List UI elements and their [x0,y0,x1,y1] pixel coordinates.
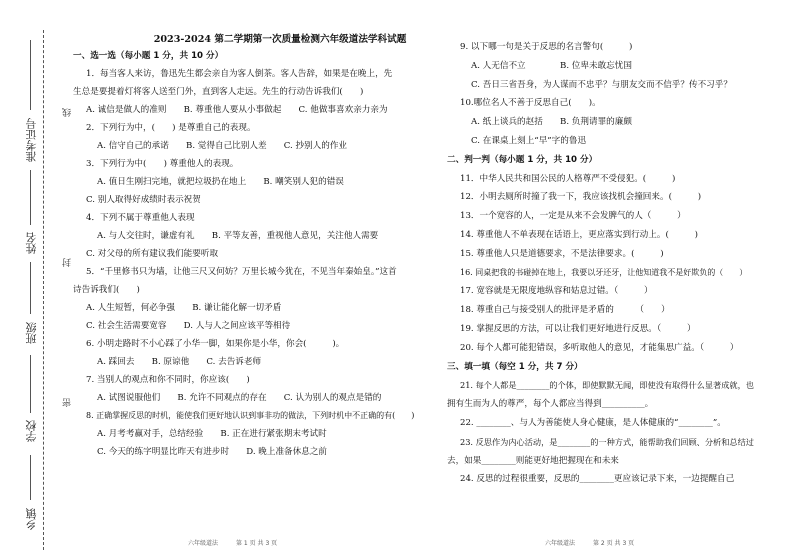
judgement-item: 20. 每个人都可能犯错误，多听取他人的意见，才能集思广益。（ ） [460,342,739,353]
fill-item: 拥有生而为人的尊严，每个人都应当得到__________。 [447,399,654,410]
class-label: 班级 [25,322,38,344]
judgement-item: 19. 掌握反思的方法，可以让我们更好地进行反思。（ ） [460,323,696,334]
answer-options: A. 与人交往时，谦虚有礼 B. 平等友善，重视他人意见，关注他人需要 [97,231,379,241]
fill-item: 去，如果________则能更好地把握现在和未来 [447,455,619,466]
answer-options: C. 对父母的所有建议我们能要听取 [86,249,219,259]
question-text: 3．下列行为中( ) 尊重他人的表现。 [86,159,239,169]
question-text: 生总是要提着灯将客人送至门外，直到客人走远。先生的行动告诉我们( ) [73,87,364,97]
town-label: 乡镇 [25,508,38,530]
right-column [447,38,787,489]
left-column [73,47,428,461]
answer-options: A. 月考考赢对手，总结经验 B. 正在进行紧张期末考试时 [97,429,327,439]
answer-options: A. 踩回去 B. 原谅他 C. 去告诉老师 [97,357,262,367]
town-line [30,455,31,500]
fill-item: 24. 反思的过程很重要，反思的________更应该记录下来，一边提醒自己 [460,474,735,485]
name-line [30,170,31,225]
page-footer-right: 六年级道法 第 2 页 共 3 页 [545,540,635,547]
judgement-item: 13．一个宽容的人，一定是从来不会发脾气的人（ ） [460,211,686,222]
name-label: 姓名 [25,232,38,254]
question-text: 1．每当客人来访，鲁迅先生都会亲自为客人倒茶。客人告辞，如果是在晚上，先 [86,69,393,79]
answer-options: A. 诚信是做人的准则 B. 尊重他人要从小事做起 C. 他做事喜欢亲力亲为 [86,105,388,115]
answer-options: A. 值日生刚扫完地，就把垃圾扔在地上 B. 嘲笑别人犯的错误 [97,177,344,187]
question-text: 5．“千里修书只为墙，让他三尺又何妨？万里长城今犹在，不见当年秦始皇。”这首 [86,267,397,277]
answer-options: A. 人无信不立 B. 位卑未敢忘忧国 [471,60,632,71]
judgement-item: 11．中华人民共和国公民的人格尊严不受侵犯。( ) [460,173,676,184]
judgement-item: 15. 尊重他人只是道德要求，不是法律要求。( ) [460,248,664,259]
judgement-item: 16. 同桌把我的书碰掉在地上，我要以牙还牙，让他知道我不是好欺负的（ ） [460,267,748,277]
school-label: 学校 [25,420,38,442]
answer-options: A. 人生短暂，何必争强 B. 谦让能化解一切矛盾 [86,303,282,313]
cut-close-mark: 密 [63,398,73,407]
school-line [30,355,31,413]
fill-item: 22. ________、与人为善能使人身心健康，是人体健康的“________”。 [460,417,726,428]
binding-margin [0,0,73,558]
student-id-label: 准考证号 [25,118,38,162]
answer-options: A. 信守自己的承诺 B. 觉得自己比别人差 C. 抄别人的作业 [97,141,348,151]
exam-title: 2023-2024 第二学期第一次质量检测六年级道法学科试题 [153,34,407,45]
question-text: 诗告诉我们( ) [73,285,140,295]
answer-options: C. 在课桌上刻上“早”字的鲁迅 [471,135,587,146]
question-text: 2．下列行为中，( ) 是尊重自己的表现。 [86,123,256,133]
question-text: 4．下列不属于尊重他人表现 [86,213,195,223]
judgement-item: 17. 宽容就是无限度地纵容和姑息过错。（ ） [460,286,653,297]
class-line [30,262,31,314]
cut-line [43,30,44,550]
answer-options: C. 吾日三省吾身，为人谋而不忠乎？与朋友交而不信乎？传不习乎？ [471,79,732,90]
cut-seal-mark: 封 [63,258,73,267]
section-heading: 一、选一选（每小题 1 分，共 10 分） [73,51,224,61]
section-heading: 三、填一填（每空 1 分，共 7 分） [447,361,583,372]
answer-options: C. 别人取得好成绩时表示祝贺 [86,195,201,205]
judgement-item: 18. 尊重自己与接受别人的批评是矛盾的 （ ） [460,305,670,316]
fill-item: 21. 每个人都是________的个体，即使默默无闻，即使没有取得什么显著成就，也 [460,380,754,391]
question-text: 9. 以下哪一句是关于反思的名言警句( ) [460,42,633,52]
cut-line-mark: 线 [63,108,73,117]
question-text: 10.哪位名人不善于反思自己( )。 [460,98,601,109]
judgement-item: 12．小明去厕所时撞了我一下，我应该找机会撞回来。( ) [460,192,702,203]
question-text: 8. 正确掌握反思的时机，能使我们更好地认识到事非功的做法，下列时机中不正确的有( ) [86,411,415,420]
answer-options: A. 试图说服他们 B. 允许不同观点的存在 C. 认为别人的观点是错的 [97,393,382,403]
answer-options: A. 纸上谈兵的赵括 B. 负荆请罪的廉颇 [471,117,632,128]
page-footer-left: 六年级道法 第 1 页 共 3 页 [188,540,278,547]
answer-options: C. 今天的练字明显比昨天有进步时 D. 晚上准备休息之前 [97,447,328,457]
judgement-item: 14. 尊重他人不单表现在话语上，更应落实到行动上。( ) [460,229,698,240]
question-text: 6. 小明走路时不小心踩了小华一脚，如果你是小华，你会( )。 [86,339,345,349]
question-text: 7. 当别人的观点和你不同时，你应该( ) [86,375,250,385]
answer-options: C. 社会生活需要宽容 D. 人与人之间应该平等相待 [86,321,291,331]
section-heading: 二、判一判（每小题 1 分，共 10 分） [447,154,598,165]
student-id-line [30,40,31,110]
fill-item: 23. 反思作为内心活动，是________的一种方式，能帮助我们回顾、分析和总结过 [460,436,754,447]
